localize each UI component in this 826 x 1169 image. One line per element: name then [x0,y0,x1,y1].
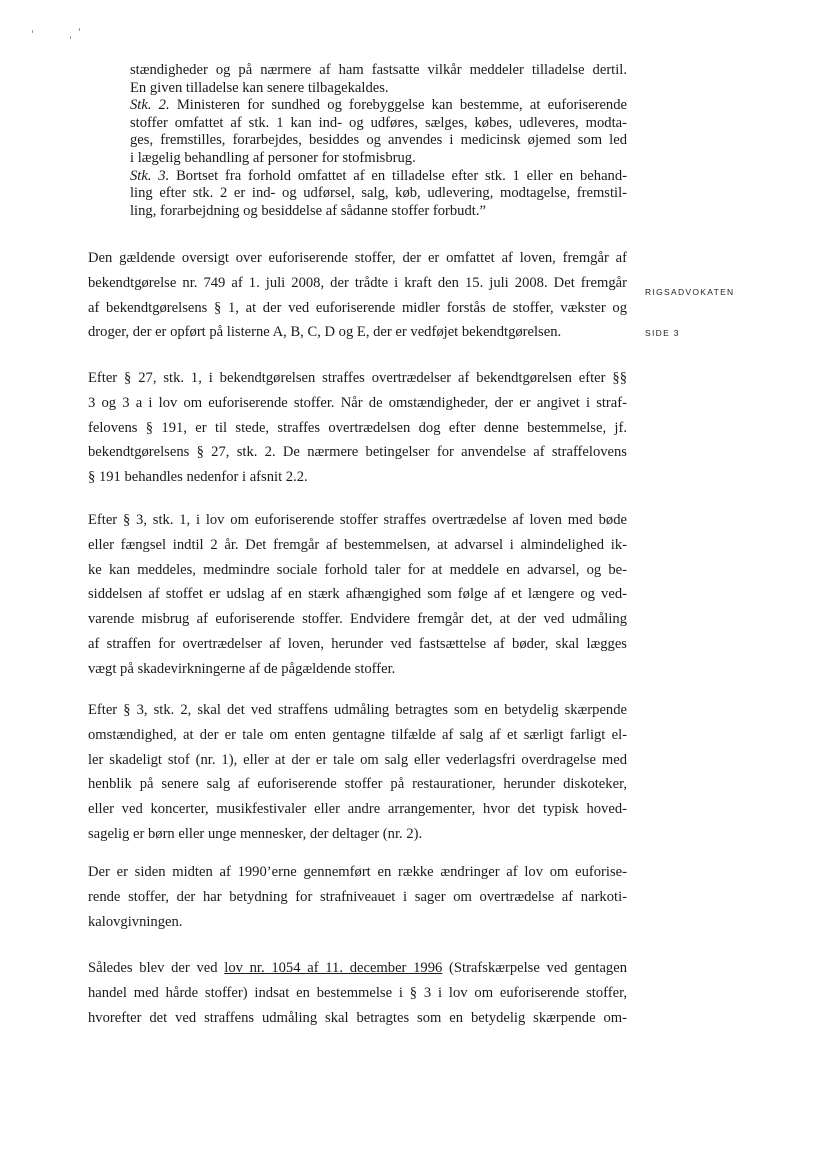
text-line: 3 og 3 a i lov om euforiserende stoffer. Når de omstændigheder, der er angivet i straf- [88,394,627,411]
quote-line: En given tilladelse kan senere tilbagekaldes. [130,79,389,96]
text-line: omstændighed, at der er tale om enten gentagne tilfælde af salg af et særligt farligt el- [88,726,627,743]
text-line: af bekendtgørelsens § 1, at der ved euforiserende midler forstås de stoffer, vækster og [88,299,627,316]
quote-line: stændigheder og på nærmere af ham fastsatte vilkår meddeler tilladelse dertil. [130,62,627,78]
text-line: siddelsen af stoffet er udslag af en stærk afhængighed som følge af et længere og ved- [88,586,627,603]
text-line: Efter § 3, stk. 1, i lov om euforiserende stoffer straffes overtrædelse af loven med bøde [88,512,627,528]
text-line: ke kan meddeles, medmindre sociale forhold taler for at meddele en advarsel, og be- [88,561,627,578]
text-line: Således blev der ved lov nr. 1054 af 11. december 1996 (Strafskærpelse ved gentagen [88,960,627,976]
law-reference-link[interactable]: lov nr. 1054 af 11. december 1996 [224,960,443,976]
text-line: felovens § 191, er til stede, straffes overtrædelsen dog efter denne bestemmelse, jf. [88,419,627,436]
text-line: droger, der er opført på listerne A, B, C, D og E, der er vedføjet bekendtgørelsen. [88,324,562,341]
text-line: Der er siden midten af 1990’erne gennemført en række ændringer af lov om euforise- [88,864,627,880]
text-line: § 191 behandles nedenfor i afsnit 2.2. [88,469,308,486]
text-line: hvorefter det ved straffens udmåling skal betragtes som en betydelig skærpende om- [88,1009,627,1026]
paragraph [88,366,627,490]
sidebar-page-number: SIDE 3 [645,328,680,338]
quote-line: ling efter stk. 2 er ind- og udførsel, salg, køb, udlevering, modtagelse, fremstil- [130,185,627,202]
quote-stk2-line: Stk. 2. Ministeren for sundhed og forebyggelse kan bestemme, at euforiserende [130,97,628,114]
text-line: bekendtgørelse nr. 749 af 1. juli 2008, der trådte i kraft den 15. juli 2008. Det fremgår [88,274,627,291]
stk3-label: Stk. 3. [130,167,170,184]
text-line: bekendtgørelsens § 27, stk. 2. De nærmere betingelser for anvendelse af straffelovens [88,444,627,461]
text-line: af straffen for overtrædelser af loven, herunder ved fastsættelse af bøder, skal lægges [88,635,627,652]
text-line: ler skadeligt stof (nr. 1), eller at der er tale om salg eller vederlagsfri overdragelse med [88,751,627,768]
quote-line: i lægelig behandling af personer for stofmisbrug. [130,149,416,166]
text-line: henblik på senere salg af euforiserende stoffer på restaurationer, herunder diskoteker, [88,776,627,793]
text-line: Efter § 27, stk. 1, i bekendtgørelsen straffes overtrædelser af bekendtgørelsen efter §§ [88,370,627,386]
paragraph [88,508,627,682]
text-line: vægt på skadevirkningerne af de pågældende stoffer. [88,660,396,677]
text-line: sagelig er børn eller unge mennesker, der deltager (nr. 2). [88,825,423,842]
paragraph [88,956,627,1030]
paragraph [88,860,627,934]
paragraph [88,246,627,345]
text-line: handel med hårde stoffer) indsat en bestemmelse i § 3 i lov om euforiserende stoffer, [88,984,627,1001]
quote-stk3-line: Stk. 3. Bortset fra forhold omfattet af en tilladelse efter stk. 1 eller en behand- [130,167,627,184]
text-line: varende misbrug af euforiserende stoffer. Endvidere fremgår det, at der ved udmåling [88,611,627,628]
quote-line: ling, forarbejdning og besiddelse af sådanne stoffer forbudt.” [130,202,486,219]
text-line: eller fængsel indtil 2 år. Det fremgår af bestemmelsen, at advarsel i almindelighed ik- [88,536,627,553]
scan-artifacts [30,28,90,48]
text-line: kalovgivningen. [88,913,183,930]
stk2-label: Stk. 2. [130,97,170,114]
quoted-law-text [130,62,627,220]
text-line: rende stoffer, der har betydning for strafniveauet i sager om overtrædelse af narkoti- [88,888,627,905]
sidebar-organization: RIGSADVOKATEN [645,287,735,297]
text-line: Den gældende oversigt over euforiserende stoffer, der er omfattet af loven, fremgår af [88,250,627,266]
quote-line: ges, fremstilles, forarbejdes, besiddes og anvendes i medicinsk øjemed som led [130,132,627,149]
text-line: Efter § 3, stk. 2, skal det ved straffens udmåling betragtes som en betydelig skærpende [88,702,627,718]
quote-line: stoffer omfattet af stk. 1 kan ind- og udføres, sælges, købes, udleveres, modta- [130,114,627,131]
paragraph [88,698,627,847]
text-line: eller ved koncerter, musikfestivaler eller andre arrangementer, hvor det typisk hoved- [88,801,627,818]
